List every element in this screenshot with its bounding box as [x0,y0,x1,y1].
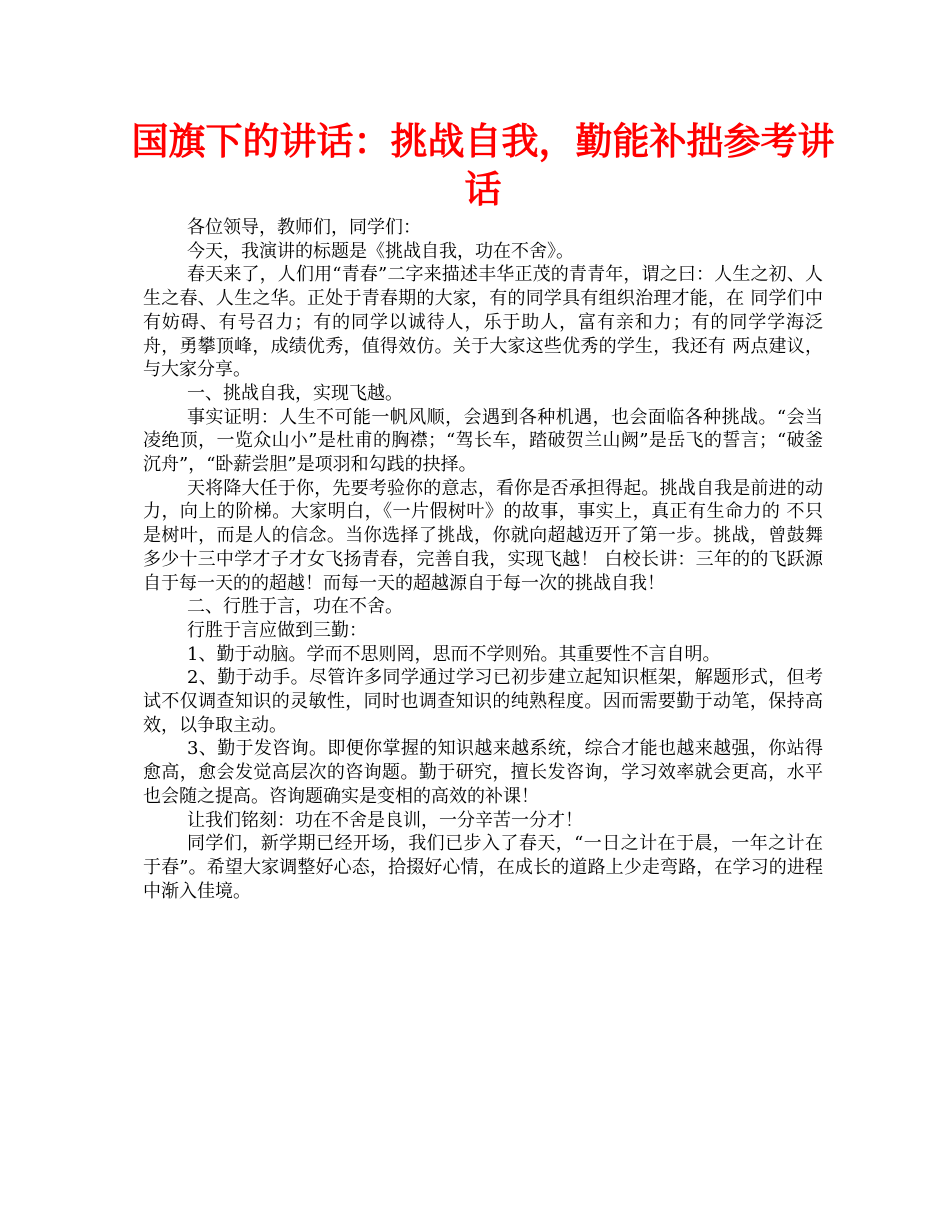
list-item-3: 3、勤于发咨询。即便你掌握的知识越来越系统，综合才能也越来越强，你站得愈高，愈会发觉高层次的咨询题。勤于研究，擅长发咨询，学习效率就会更高，水平也会随之提高。咨询题确实是变相的高效的补课！ [143,738,823,807]
document-body [143,216,823,903]
paragraph-topic: 今天，我演讲的标题是《挑战自我，功在不舍》。 [187,240,574,262]
paragraph-three-diligences: 行胜于言应做到三勤： [187,619,367,641]
paragraph-intro: 春天来了，人们用“青春”二字来描述丰华正茂的青青年，谓之曰：人生之初、人生之春、人生之华。正处于青春期的大家，有的同学具有组织治理才能，在 同学们中有妨碍、有号召力；有的同学以诚待人，乐于助人，富有亲和力；有的同学学海泛舟，勇攀顶峰，成绩优秀，值得效仿。关于大家这些优秀的学生，我还有 两点建议，与大家分享。 [143,264,823,381]
paragraph-motto: 让我们铭刻：功在不舍是良训，一分辛苦一分才！ [187,809,583,831]
document-page [131,118,835,903]
paragraph-salutation: 各位领导，教师们，同学们： [187,217,421,238]
document-title: 国旗下的讲话：挑战自我，勤能补拙参考讲话 [131,120,835,211]
section-heading-2: 二、行胜于言，功在不舍。 [187,596,403,618]
list-item-1: 1、勤于动脑。学而不思则罔，思而不学则殆。其重要性不言自明。 [187,643,721,665]
section-heading-1: 一、挑战自我，实现飞越。 [187,382,403,404]
list-item-2: 2、勤于动手。尽管许多同学通过学习已初步建立起知识框架，解题形式，但考试不仅调查知识的灵敏性，同时也调查知识的纯熟程度。因而需要勤于动笔，保持高效，以争取主动。 [143,667,823,736]
paragraph-closing: 同学们，新学期已经开场，我们已步入了春天，“一日之计在于晨，一年之计在于春”。希望大家调整好心态，拾掇好心情，在成长的道路上少走弯路，在学习的进程中渐入佳境。 [143,833,823,902]
paragraph-challenge: 天将降大任于你，先要考验你的意志，看你是否承担得起。挑战自我是前进的动力，向上的阶梯。大家明白，《一片假树叶》的故事，事实上，真正有生命力的 不只是树叶，而是人的信念。当你选择了挑战，你就向超越迈开了第一步。挑战，曾鼓舞多少十三中学才子才女飞扬青春，完善自我，实现飞越！ 白校长讲：三年的的飞跃源自于每一天的的超越！而每一天的超越源自于每一次的挑战自我！ [143,477,823,594]
paragraph-facts: 事实证明：人生不可能一帆风顺，会遇到各种机遇，也会面临各种挑战。“会当凌绝顶，一览众山小”是杜甫的胸襟；“驾长车，踏破贺兰山阙”是岳飞的誓言；“破釜沉舟”，“卧薪尝胆”是项羽和勾践的抉择。 [143,406,823,476]
